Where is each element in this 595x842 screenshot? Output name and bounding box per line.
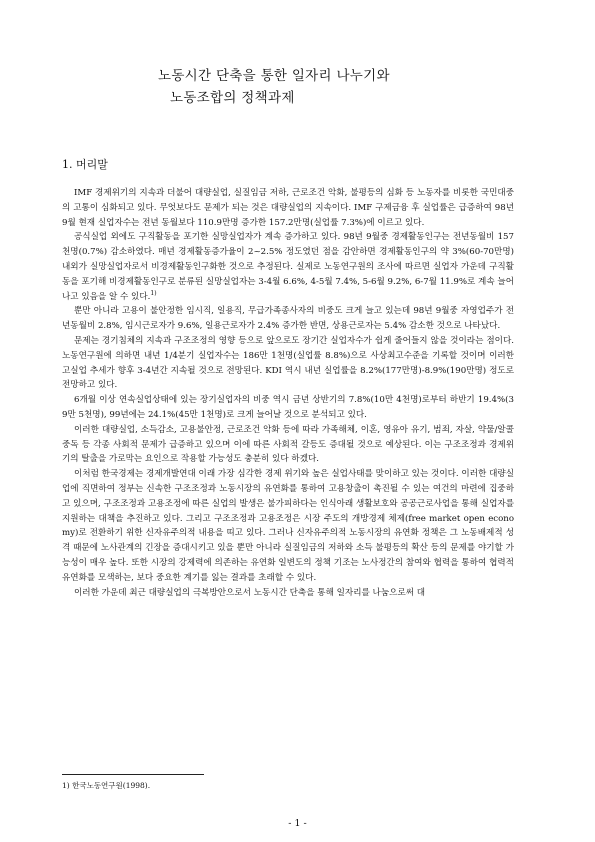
paragraph-2-text: 공식실업 외에도 구직활동을 포기한 실망실업자가 계속 증가하고 있다. 98년 9월중 경제활동인구는 전년동월비 157천명(0.7%) 감소하였다. 매년 경제활동증가율이 2~2.5% 정도였던 점을 감안하면 경제활동인구의 약 3%(60-70만명) 내외가 실망실업자로서 비경제활동인구화한 것으로 추정된다. 실제로 노동연구원의 조사에 따르면 실업자 가운데 구직활동을 포기해 비경제활동인구로 분류된 실망실업자는 3-4월 6.6%, 4-5월 7.4%, 5-6월 9.2%, 6-7월 11.9%로 계속 늘어나고 있음을 알 수 있다. (62, 232, 514, 302)
paragraph-1: IMF 경제위기의 지속과 더불어 대량실업, 실질임금 저하, 근로조건 악화, 불평등의 심화 등 노동자를 비롯한 국민대중의 고통이 심화되고 있다. 무엇보다도 문제가 되는 것은 대량실업의 지속이다. IMF 구제금융 후 실업률은 급증하여 98년 9월 현재 실업자수는 전년 동월보다 110.9만명 증가한 157.2만명(실업률 7.3%)에 이르고 있다. (62, 188, 514, 228)
title-line-1: 노동시간 단축을 통한 일자리 나누기와 (158, 68, 390, 84)
footnote-divider (62, 774, 204, 775)
footnote: 1) 한국노동연구원(1998). (62, 781, 151, 790)
title-line-2: 노동조합의 정책과제 (170, 90, 295, 106)
paragraph-6: 이러한 대량실업, 소득감소, 고용불안정, 근로조건 악화 등에 따라 가족해체, 이혼, 영유아 유기, 범죄, 자살, 약물/알콜중독 등 각종 사회적 문제가 급증하고 있으며 이에 따른 사회적 갈등도 증대될 것으로 예상된다. 이는 구조조정과 경제위기의 탈출을 가로막는 요인으로 작용할 가능성도 충분히 있다 하겠다. (62, 424, 514, 465)
paragraph-2 (62, 230, 514, 304)
paragraph-3: 뿐만 아니라 고용이 불안정한 임시직, 일용직, 무급가족종사자의 비중도 크게 늘고 있는데 98년 9월중 자영업주가 전년동월비 2.8%, 임시근로자가 9.6%, 일용근로자가 2.4% 증가한 반면, 상용근로자는 5.4% 감소한 것으로 나타났다. (62, 306, 514, 332)
paragraph-5: 6개월 이상 연속실업상태에 있는 장기실업자의 비중 역시 금년 상반기의 7.8%(10만 4천명)로부터 하반기 19.4%(39만 5천명), 99년에는 24.1%(45만 1천명)로 크게 늘어날 것으로 분석되고 있다. (62, 395, 514, 420)
page-number: - 1 - (288, 818, 307, 829)
paragraph-7: 이처럼 한국경제는 경제개발연대 이래 가장 심각한 경제 위기와 높은 실업사태를 맞이하고 있는 것이다. 이러한 대량실업에 직면하여 정부는 신속한 구조조정과 노동시장의 유연화를 통하여 고용창출이 촉진될 수 있는 여건의 마련에 집중하고 있으며, 구조조정과 고용조정에 따른 실업의 발생은 불가피하다는 인식아래 생활보호와 공공근로사업을 통해 실업자를 지원하는 대책을 추진하고 있다. 그리고 구조조정과 고용조정은 시장 주도의 개방경제 체제(free market open economy)로 전환하기 위한 신자유주의적 내용을 띠고 있다. 그러나 신자유주의적 노동시장의 유연화 정책은 그 노동배제적 성격 때문에 노사관계의 긴장을 증대시키고 있을 뿐만 아니라 실질임금의 저하와 소득 불평등의 확산 등의 문제를 야기할 가능성이 매우 높다. 또한 시장의 강제력에 의존하는 유연화 일변도의 정책 기조는 노사정간의 참여와 협력을 통하여 협력적 유연화를 모색하는, 보다 중요한 계기를 잃는 결과를 초래할 수 있다. (62, 469, 514, 583)
paragraph-4: 문제는 경기침체의 지속과 구조조정의 영향 등으로 앞으로도 장기간 실업자수가 쉽게 줄어들지 않을 것이라는 점이다. 노동연구원에 의하면 내년 1/4분기 실업자수는 186만 1천명(실업률 8.8%)으로 사상최고수준을 기록할 것이며 이러한 고실업 추세가 향후 3-4년간 지속될 것으로 전망된다. KDI 역시 내년 실업률을 8.2%(177만명)-8.9%(190만명) 정도로 전망하고 있다. (62, 335, 514, 391)
paragraph-8: 이러한 가운데 최근 대량실업의 극복방안으로서 노동시간 단축을 통해 일자리를 나눔으로써 대 (74, 587, 426, 598)
body-text (62, 186, 514, 600)
footnote-marker: 1) (150, 289, 157, 297)
section-heading: 1. 머리말 (62, 158, 108, 171)
